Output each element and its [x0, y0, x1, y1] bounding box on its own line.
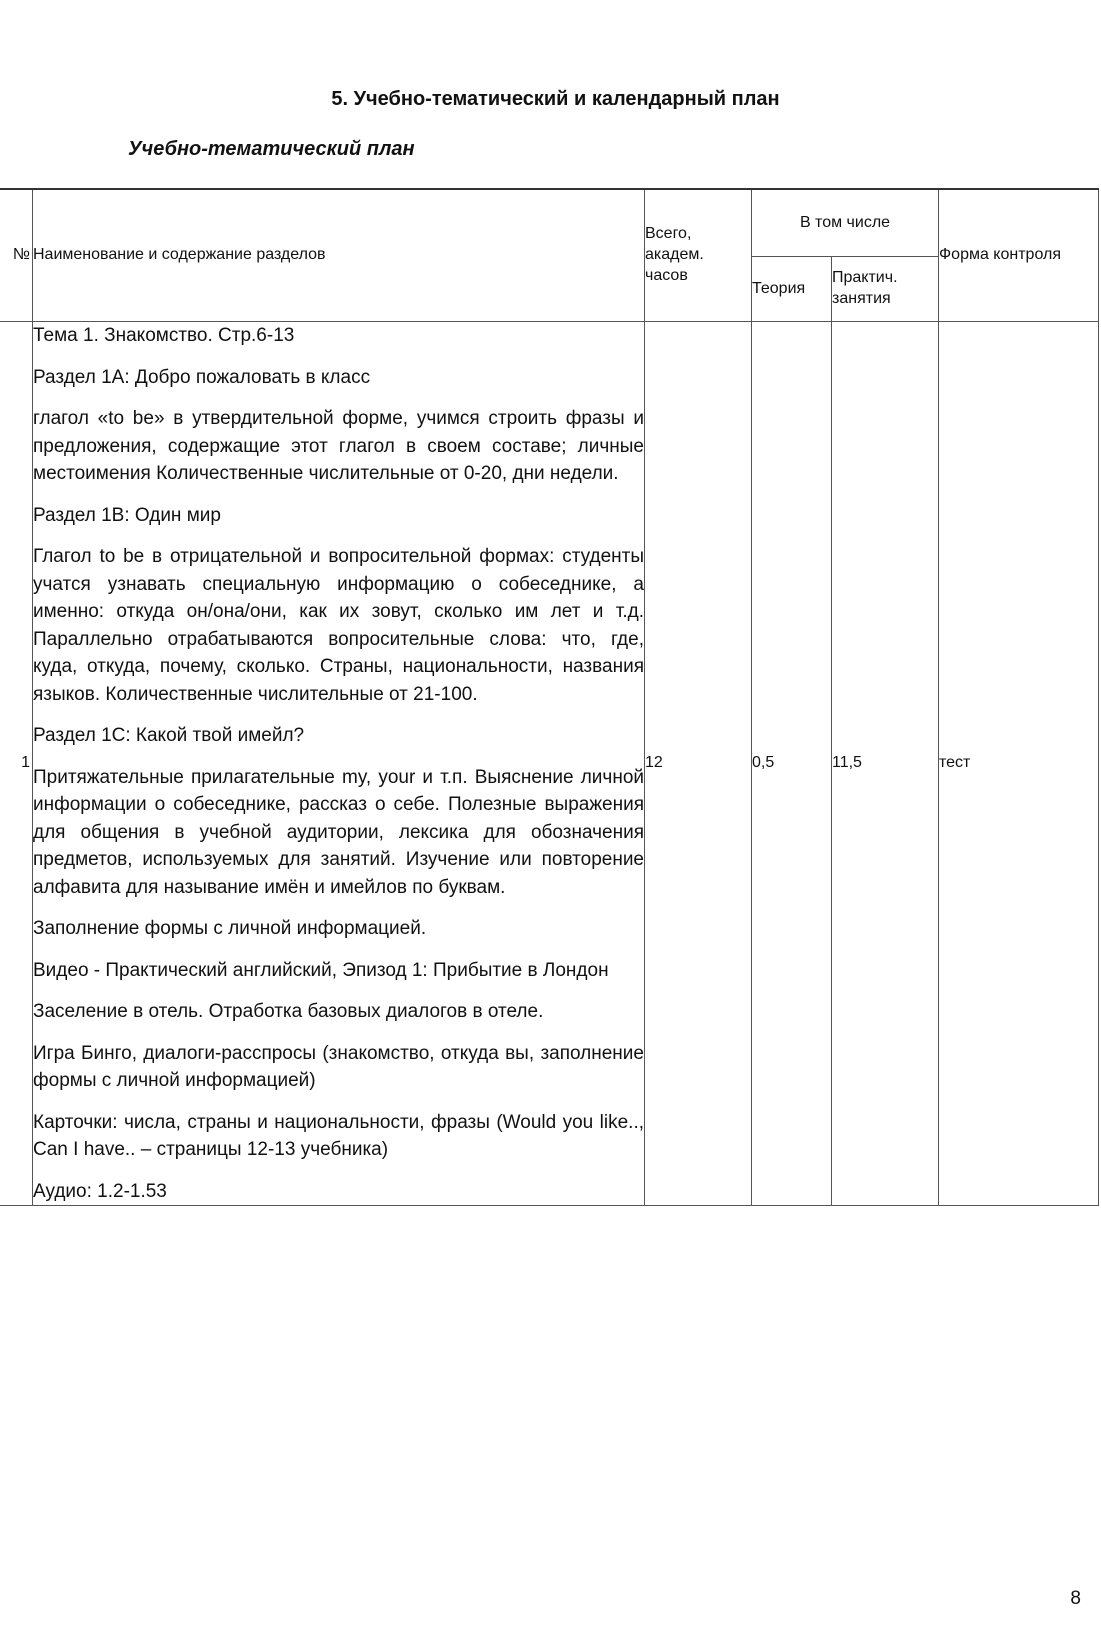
subsection-heading: Учебно-тематический план: [128, 138, 415, 160]
topic-title: Тема 1. Знакомство. Стр.6-13: [33, 325, 295, 346]
section-1c-title: Раздел 1С: Какой твой имейл?: [33, 725, 305, 746]
audio-text: Аудио: 1.2-1.53: [33, 1180, 167, 1202]
header-name: Наименование и содержание разделов: [33, 189, 645, 322]
row-total-hours: 12: [645, 322, 752, 1206]
header-control-form: Форма контроля: [939, 189, 1099, 322]
video-text: Видео - Практический английский, Эпизод 1: Прибытие в Лондон: [33, 959, 609, 981]
page-number: 8: [1070, 1588, 1081, 1609]
row-theory-hours: 0,5: [752, 322, 832, 1206]
bingo-text: Игра Бинго, диалоги-расспросы (знакомство, откуда вы, заполнение формы с личной информацией): [33, 1042, 644, 1091]
table-header-row: [0, 189, 1099, 257]
row-number: 1: [0, 322, 33, 1206]
curriculum-table: [0, 188, 1099, 1206]
hotel-text: Заселение в отель. Отработка базовых диалогов в отеле.: [33, 1001, 544, 1022]
section-1b-text: Глагол to be в отрицательной и вопросительной формах: студенты учатся узнавать специальную информацию о собеседнике, а именно: откуда он/она/они, как их зовут, сколько им лет и т.д. Параллельно отрабатываются вопросительные слова: что, где, куда, откуда, почему, сколько. Страны, национальности, названия языков. Количественные числительные от 21-100.: [33, 546, 644, 705]
section-heading: 5. Учебно-тематический и календарный план: [331, 88, 780, 110]
header-number: №: [0, 189, 33, 322]
row-content: [33, 322, 645, 1206]
header-theory: Теория: [752, 257, 832, 322]
form-filling-text: Заполнение формы с личной информацией.: [33, 918, 427, 939]
section-1b-title: Раздел 1B: Один мир: [33, 504, 221, 526]
section-1a-title: Раздел 1А: Добро пожаловать в класс: [33, 366, 371, 388]
table-row: [0, 322, 1099, 1206]
row-control-form: тест: [939, 322, 1099, 1206]
cards-text: Карточки: числа, страны и национальности, фразы (Would you like.., Can I have.. – страницы 12-13 учебника): [33, 1111, 644, 1160]
section-1a-text: глагол «to be» в утвердительной форме, учимся строить фразы и предложения, содержащие этот глагол в своем составе; личные местоимения Количественные числительные от 0-20, дни недели.: [33, 408, 644, 484]
header-including: В том числе: [752, 189, 939, 257]
row-practice-hours: 11,5: [832, 322, 939, 1206]
section-1c-text: Притяжательные прилагательные my, your и т.п. Выяснение личной информации о собеседнике, рассказ о себе. Полезные выражения для общения в учебной аудитории, лексика для обозначения предметов, используемых для занятий. Изучение или повторение алфавита для называние имён и имейлов по буквам.: [33, 766, 644, 898]
header-total-hours: Всего, академ. часов: [645, 189, 752, 322]
header-practice: Практич. занятия: [832, 257, 939, 322]
